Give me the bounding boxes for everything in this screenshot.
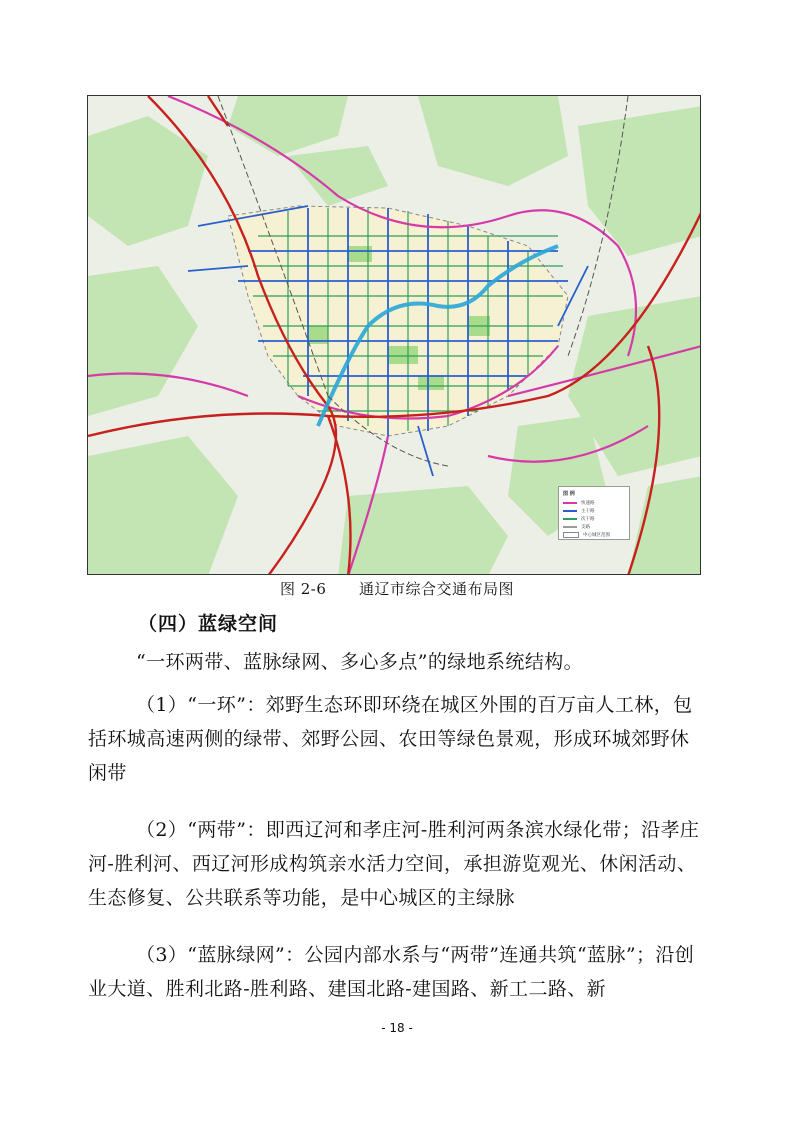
- caption-text: 通辽市综合交通布局图: [358, 580, 514, 598]
- legend-label: 主干路: [581, 509, 595, 514]
- traffic-layout-map: [87, 95, 701, 575]
- legend-swatch: [563, 502, 577, 504]
- legend-label: 支路: [581, 525, 590, 530]
- legend-item-branch: [563, 523, 625, 531]
- section-title: （四）蓝绿空间: [138, 613, 279, 635]
- legend-item-urban-area: [563, 531, 625, 539]
- legend-swatch: [563, 510, 577, 512]
- page-number: - 18 -: [381, 1021, 413, 1035]
- legend-swatch: [563, 518, 577, 520]
- legend-label: 次干路: [581, 517, 595, 522]
- legend-item-secondary: [563, 515, 625, 523]
- map-legend: [558, 486, 630, 540]
- legend-label: 快速路: [581, 501, 595, 506]
- caption-number: 图 2-6: [279, 580, 327, 598]
- legend-swatch: [563, 532, 579, 538]
- paragraph-two-belts: （2）“两带”：即西辽河和孝庄河-胜利河两条滨水绿化带；沿孝庄河-胜利河、西辽河形成构筑亲水活力空间，承担游览观光、休闲活动、生态修复、公共联系等功能，是中心城区的主绿脉: [88, 819, 700, 909]
- legend-swatch: [563, 526, 577, 528]
- paragraph-structure: “一环两带、蓝脉绿网、多心多点”的绿地系统结构。: [136, 651, 584, 673]
- legend-item-expressway: [563, 499, 625, 507]
- paragraph-one-ring: （1）“一环”：郊野生态环即环绕在城区外围的百万亩人工林，包括环城高速两侧的绿带、郊野公园、农田等绿色景观，形成环城郊野休闲带: [88, 694, 693, 784]
- legend-title: 图 例: [563, 491, 575, 497]
- legend-item-trunk: [563, 507, 625, 515]
- figure-caption: [0, 578, 794, 599]
- paragraph-blue-green-net: （3）“蓝脉绿网”：公园内部水系与“两带”连通共筑“蓝脉”；沿创业大道、胜利北路-胜利路、建国北路-建国路、新工二路、新: [88, 944, 695, 1000]
- legend-label: 中心城区范围: [583, 533, 610, 538]
